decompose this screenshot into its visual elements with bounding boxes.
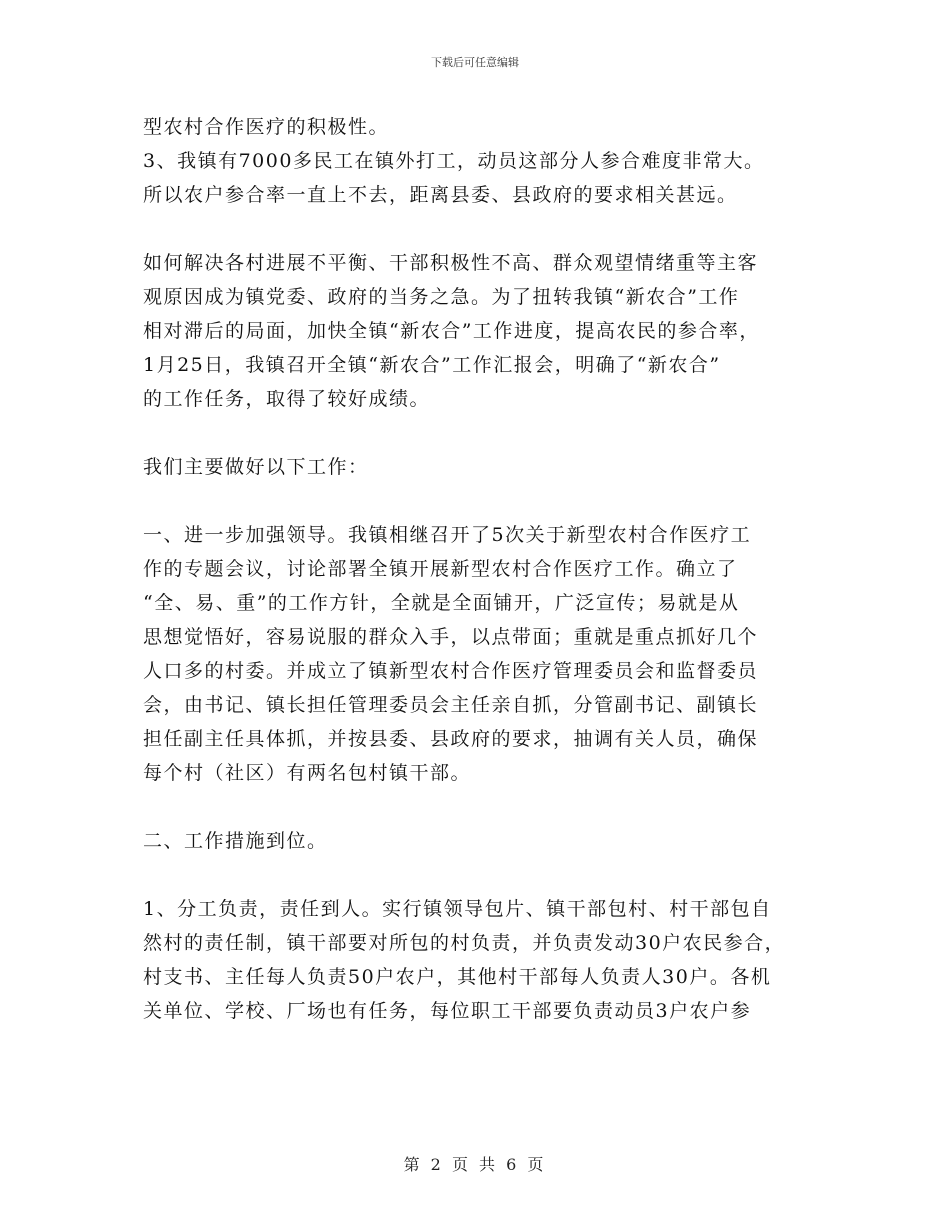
text-line: 1、分工负责，责任到人。实行镇领导包片、镇干部包村、村干部包自: [143, 898, 772, 920]
text-line: 的工作任务，取得了较好成绩。: [143, 388, 431, 410]
text-line: 1月25日，我镇召开全镇“新农合”工作汇报会，明确了“新农合”: [143, 354, 721, 376]
paragraph-gap: [143, 484, 813, 518]
text-line: “全、易、重”的工作方针，全就是全面铺开，广泛宣传；易就是从: [143, 592, 740, 614]
text-line: 观原因成为镇党委、政府的当务之急。为了扭转我镇“新农合”工作: [143, 286, 740, 308]
text-line: 然村的责任制，镇干部要对所包的村负责，并负责发动30户农民参合，: [143, 932, 786, 954]
text-line: 人口多的村委。并成立了镇新型农村合作医疗管理委员会和监督委员: [143, 660, 759, 682]
paragraph-gap: [143, 790, 813, 824]
text-line: 我们主要做好以下工作：: [143, 456, 369, 478]
text-line: 关单位、学校、厂场也有任务，每位职工干部要负责动员3户农户参: [143, 1000, 752, 1022]
text-line: 思想觉悟好，容易说服的群众入手，以点带面；重就是重点抓好几个: [143, 626, 759, 648]
text-line: 相对滞后的局面，加快全镇“新农合”工作进度，提高农民的参合率，: [143, 320, 760, 342]
text-line: 担任副主任具体抓，并按县委、县政府的要求，抽调有关人员，确保: [143, 728, 759, 750]
page-number: 第 2 页 共 6 页: [403, 1155, 547, 1174]
text-line: 3、我镇有7000多民工在镇外打工，动员这部分人参合难度非常大。: [143, 150, 765, 172]
paragraph-main-work-intro: [143, 450, 813, 484]
paragraph-participation-difficulty: [143, 110, 813, 212]
text-line: 二、工作措施到位。: [143, 830, 328, 852]
paragraph-gap: [143, 416, 813, 450]
text-line: 一、进一步加强领导。我镇相继召开了5次关于新型农村合作医疗工: [143, 524, 752, 546]
paragraph-gap: [143, 212, 813, 246]
paragraph-division-of-labor: [143, 892, 813, 1028]
document-body: [143, 110, 813, 1028]
text-line: 所以农户参合率一直上不去，距离县委、县政府的要求相关甚远。: [143, 184, 738, 206]
paragraph-section-one-leadership: [143, 518, 813, 790]
text-line: 型农村合作医疗的积极性。: [143, 116, 390, 138]
text-line: 作的专题会议，讨论部署全镇开展新型农村合作医疗工作。确立了: [143, 558, 738, 580]
paragraph-gap: [143, 858, 813, 892]
paragraph-how-to-solve: [143, 246, 813, 416]
text-line: 如何解决各村进展不平衡、干部积极性不高、群众观望情绪重等主客: [143, 252, 759, 274]
paragraph-section-two-heading: [143, 824, 813, 858]
text-line: 每个村（社区）有两名包村镇干部。: [143, 762, 472, 784]
text-line: 会，由书记、镇长担任管理委员会主任亲自抓，分管副书记、副镇长: [143, 694, 759, 716]
page-header: 下载后可任意编辑: [431, 56, 519, 69]
text-line: 村支书、主任每人负责50户农户，其他村干部每人负责人30户。各机: [143, 966, 772, 988]
